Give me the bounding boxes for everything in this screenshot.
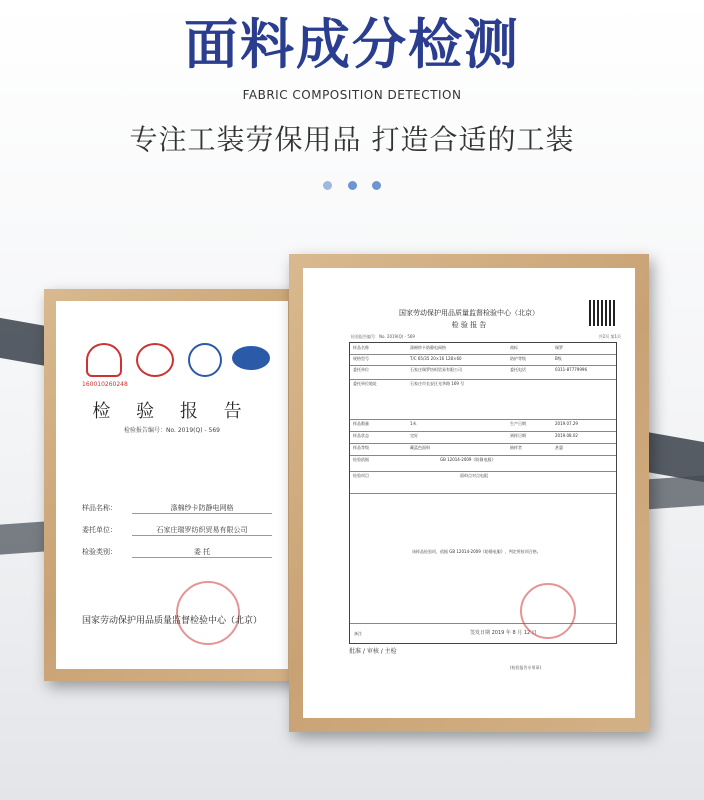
row-label: 样品名称 (353, 345, 369, 350)
left-certificate-frame (44, 289, 300, 681)
row-label-2: 防护等级 (510, 356, 526, 361)
field-value: 委 托 (132, 547, 272, 558)
sign-date: 签发日期 2019 年 8 月 12 日 (470, 630, 537, 636)
row-value-2: 2019.07.29 (555, 421, 578, 426)
remarks-label: 备注 (354, 631, 362, 636)
left-report-number: 检验报告编号：No. 2019(Q) - 569 (124, 427, 220, 434)
table-row (350, 379, 616, 420)
signature-row: 批准 / 审核 / 主检 (349, 648, 397, 655)
accreditation-logos (80, 343, 280, 388)
field-value: 涤棉纱卡防静电网格 (132, 503, 272, 514)
table-row (350, 471, 616, 494)
field-client (82, 523, 272, 537)
table-row (350, 455, 616, 472)
row-label-2: 到样日期 (510, 433, 526, 438)
row-label: 样品状态 (353, 433, 369, 438)
row-label: 样品等级 (353, 445, 369, 450)
cma-logo-icon (86, 343, 122, 377)
row-label: 规格型号 (353, 356, 369, 361)
row-value-2: 瑞罗 (555, 345, 563, 350)
cal-logo-icon (136, 343, 174, 377)
row-label: 委托单位地址 (353, 381, 377, 386)
page-title: 面料成分检测 (184, 13, 520, 76)
row-value: 完好 (410, 433, 418, 438)
table-row (350, 622, 616, 624)
row-label-2: 商标 (510, 345, 518, 350)
page-subtitle: FABRIC COMPOSITION DETECTION (242, 88, 462, 102)
dot-3 (372, 181, 381, 190)
red-seal-icon (520, 583, 576, 639)
row-value-2: 甚惠 (555, 445, 563, 450)
left-report-org: 国家劳动保护用品质量监督检验中心（北京） (81, 616, 262, 626)
dots-decoration (0, 175, 704, 194)
row-value-2: B级 (555, 356, 562, 361)
row-label: 样品数量 (353, 421, 369, 426)
right-certificate-frame (289, 254, 649, 732)
row-value: 石家庄瑞罗纺织贸易有限公司 (410, 367, 462, 372)
right-report-number: 检验报告编号：No. 2019(Q) - 569 (351, 334, 415, 339)
row-label-2: 抽样者 (510, 445, 522, 450)
right-report-org: 国家劳动保护用品质量监督检验中心（北京） (399, 309, 539, 317)
logo-code: 160010260248 (82, 381, 128, 388)
row-value: T/C 65/35 20×16 128×60 (410, 356, 462, 361)
field-sample-name (82, 501, 272, 515)
dot-2 (348, 181, 357, 190)
table-row (350, 365, 616, 380)
cnas-logo-icon (232, 346, 270, 370)
row-label: 检验依据 (353, 457, 369, 462)
right-certificate-paper (303, 268, 635, 718)
left-certificate-paper (56, 301, 288, 669)
row-value-2: 0311-87779996 (555, 367, 587, 372)
right-report-title: 检 验 报 告 (451, 321, 487, 329)
field-label: 样品名称： (82, 504, 117, 512)
row-value: 1米 (410, 421, 417, 426)
row-value: 涤棉纱卡防静电网格 (410, 345, 446, 350)
field-label: 委托单位： (82, 526, 117, 534)
row-value: 石家庄市长安区光华路 169 号 (410, 381, 465, 386)
conclusion-text: 该样品检验项，依据 GB 12014-2009《防静电服》，判定所检项合格。 (412, 549, 541, 554)
row-label: 检验项目 (353, 473, 369, 478)
left-report-title: 检 验 报 告 (92, 401, 252, 422)
row-value: GB 12014-2009《防静电服》 (440, 457, 496, 462)
field-value: 石家庄瑞罗纺织贸易有限公司 (132, 525, 272, 536)
row-value: 藏蓝色面料 (410, 445, 430, 450)
stamp-note: (检验报告专用章) (510, 665, 542, 670)
dot-1 (323, 181, 332, 190)
row-label-2: 生产日期 (510, 421, 526, 426)
row-label-2: 委托电话 (510, 367, 526, 372)
row-label: 委托单位 (353, 367, 369, 372)
page-indicator: 共2页 第1页 (598, 334, 621, 339)
row-value-2: 2019.08.02 (555, 433, 578, 438)
field-category (82, 545, 272, 559)
slogan-text: 专注工装劳保用品 打造合适的工装 (129, 123, 575, 156)
row-value: 面料点对点电阻 (460, 473, 488, 478)
globe-logo-icon (188, 343, 222, 377)
field-label: 检验类别： (82, 548, 117, 556)
